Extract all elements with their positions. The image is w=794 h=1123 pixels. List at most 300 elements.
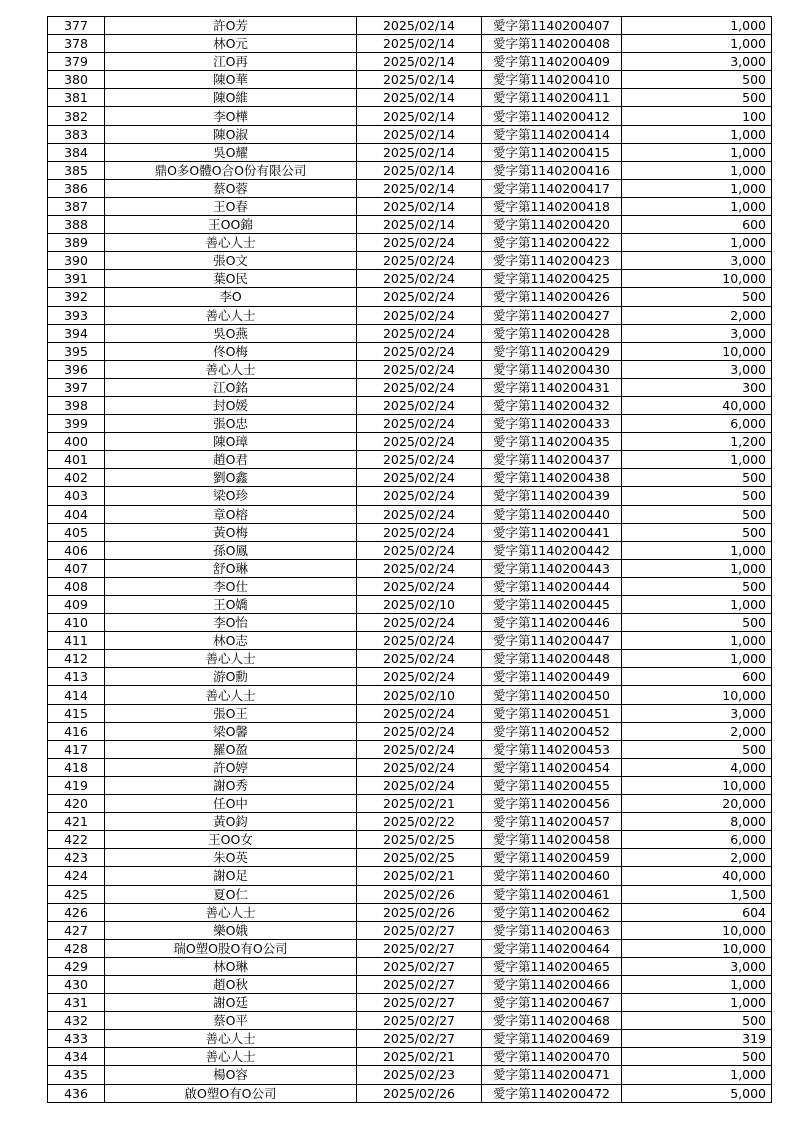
donation-date: 2025/02/22 <box>357 813 482 831</box>
table-row <box>48 577 772 595</box>
table-row <box>48 1048 772 1066</box>
table-row <box>48 523 772 541</box>
donation-date: 2025/02/24 <box>357 740 482 758</box>
table-row <box>48 487 772 505</box>
receipt-number: 愛字第1140200410 <box>482 71 622 89</box>
donation-amount: 1,000 <box>622 596 772 614</box>
donation-date: 2025/02/14 <box>357 107 482 125</box>
table-row <box>48 704 772 722</box>
receipt-number: 愛字第1140200437 <box>482 451 622 469</box>
donation-amount: 6,000 <box>622 415 772 433</box>
donation-amount: 500 <box>622 1048 772 1066</box>
donation-amount: 40,000 <box>622 396 772 414</box>
table-row <box>48 53 772 71</box>
donation-date: 2025/02/27 <box>357 975 482 993</box>
receipt-number: 愛字第1140200439 <box>482 487 622 505</box>
donor-name: 善心人士 <box>105 234 357 252</box>
table-row <box>48 614 772 632</box>
receipt-number: 愛字第1140200470 <box>482 1048 622 1066</box>
row-number: 388 <box>48 216 105 234</box>
donation-date: 2025/02/14 <box>357 35 482 53</box>
donor-name: 任O中 <box>105 795 357 813</box>
table-row <box>48 306 772 324</box>
row-number: 392 <box>48 288 105 306</box>
donor-name: 善心人士 <box>105 1030 357 1048</box>
donor-name: 封O媛 <box>105 396 357 414</box>
donation-amount: 500 <box>622 288 772 306</box>
donor-name: 黃O鈞 <box>105 813 357 831</box>
receipt-number: 愛字第1140200428 <box>482 324 622 342</box>
donation-amount: 1,000 <box>622 17 772 35</box>
receipt-number: 愛字第1140200458 <box>482 831 622 849</box>
donation-date: 2025/02/24 <box>357 650 482 668</box>
donation-date: 2025/02/10 <box>357 596 482 614</box>
receipt-number: 愛字第1140200438 <box>482 469 622 487</box>
receipt-number: 愛字第1140200423 <box>482 252 622 270</box>
donor-name: 梁O珍 <box>105 487 357 505</box>
receipt-number: 愛字第1140200462 <box>482 903 622 921</box>
donation-date: 2025/02/26 <box>357 1084 482 1102</box>
table-row <box>48 179 772 197</box>
donor-name: 羅O盈 <box>105 740 357 758</box>
donation-date: 2025/02/14 <box>357 161 482 179</box>
table-row <box>48 234 772 252</box>
receipt-number: 愛字第1140200422 <box>482 234 622 252</box>
row-number: 432 <box>48 1012 105 1030</box>
donor-name: 謝O足 <box>105 867 357 885</box>
donation-amount: 500 <box>622 89 772 107</box>
donor-name: 林O元 <box>105 35 357 53</box>
donation-date: 2025/02/24 <box>357 252 482 270</box>
table-row <box>48 994 772 1012</box>
table-row <box>48 740 772 758</box>
donor-name: 江O銘 <box>105 378 357 396</box>
donor-name: 善心人士 <box>105 903 357 921</box>
donation-date: 2025/02/24 <box>357 415 482 433</box>
donation-date: 2025/02/14 <box>357 143 482 161</box>
donor-name: 善心人士 <box>105 650 357 668</box>
row-number: 433 <box>48 1030 105 1048</box>
row-number: 413 <box>48 668 105 686</box>
receipt-number: 愛字第1140200447 <box>482 632 622 650</box>
donation-date: 2025/02/14 <box>357 179 482 197</box>
receipt-number: 愛字第1140200467 <box>482 994 622 1012</box>
table-row <box>48 143 772 161</box>
receipt-number: 愛字第1140200451 <box>482 704 622 722</box>
row-number: 415 <box>48 704 105 722</box>
receipt-number: 愛字第1140200441 <box>482 523 622 541</box>
donation-amount: 500 <box>622 740 772 758</box>
row-number: 429 <box>48 957 105 975</box>
donor-name: 陳O璋 <box>105 433 357 451</box>
donation-date: 2025/02/24 <box>357 324 482 342</box>
donation-amount: 600 <box>622 216 772 234</box>
donor-name: 孫O鳳 <box>105 541 357 559</box>
donor-name: 佟O梅 <box>105 342 357 360</box>
donor-name: 楊O容 <box>105 1066 357 1084</box>
row-number: 424 <box>48 867 105 885</box>
row-number: 416 <box>48 722 105 740</box>
table-row <box>48 324 772 342</box>
donation-amount: 1,000 <box>622 125 772 143</box>
row-number: 425 <box>48 885 105 903</box>
donor-name: 瑞O塑O股O有O公司 <box>105 939 357 957</box>
row-number: 414 <box>48 686 105 704</box>
table-row <box>48 451 772 469</box>
row-number: 394 <box>48 324 105 342</box>
receipt-number: 愛字第1140200461 <box>482 885 622 903</box>
table-row <box>48 650 772 668</box>
row-number: 393 <box>48 306 105 324</box>
receipt-number: 愛字第1140200433 <box>482 415 622 433</box>
donation-amount: 1,000 <box>622 1066 772 1084</box>
donor-name: 鼎O多O體O合O份有限公司 <box>105 161 357 179</box>
table-row <box>48 722 772 740</box>
donor-name: 黃O梅 <box>105 523 357 541</box>
table-row <box>48 867 772 885</box>
receipt-number: 愛字第1140200430 <box>482 360 622 378</box>
table-row <box>48 1012 772 1030</box>
donation-amount: 1,000 <box>622 451 772 469</box>
receipt-number: 愛字第1140200464 <box>482 939 622 957</box>
donation-amount: 1,500 <box>622 885 772 903</box>
donation-amount: 1,000 <box>622 650 772 668</box>
donation-date: 2025/02/24 <box>357 523 482 541</box>
donation-date: 2025/02/25 <box>357 849 482 867</box>
row-number: 412 <box>48 650 105 668</box>
table-row <box>48 921 772 939</box>
donation-date: 2025/02/24 <box>357 342 482 360</box>
receipt-number: 愛字第1140200435 <box>482 433 622 451</box>
donation-date: 2025/02/14 <box>357 17 482 35</box>
donation-amount: 1,000 <box>622 975 772 993</box>
donation-date: 2025/02/23 <box>357 1066 482 1084</box>
table-row <box>48 288 772 306</box>
row-number: 377 <box>48 17 105 35</box>
table-row <box>48 596 772 614</box>
donation-date: 2025/02/24 <box>357 306 482 324</box>
donation-amount: 2,000 <box>622 722 772 740</box>
donation-date: 2025/02/27 <box>357 957 482 975</box>
row-number: 436 <box>48 1084 105 1102</box>
table-row <box>48 433 772 451</box>
donor-name: 江O再 <box>105 53 357 71</box>
receipt-number: 愛字第1140200457 <box>482 813 622 831</box>
table-row <box>48 831 772 849</box>
table-row <box>48 813 772 831</box>
donation-amount: 6,000 <box>622 831 772 849</box>
donation-date: 2025/02/24 <box>357 378 482 396</box>
donation-amount: 1,000 <box>622 632 772 650</box>
donation-date: 2025/02/27 <box>357 1030 482 1048</box>
row-number: 384 <box>48 143 105 161</box>
table-row <box>48 975 772 993</box>
receipt-number: 愛字第1140200453 <box>482 740 622 758</box>
donation-date: 2025/02/24 <box>357 360 482 378</box>
donation-amount: 1,000 <box>622 143 772 161</box>
donor-name: 許O婷 <box>105 758 357 776</box>
donation-date: 2025/02/24 <box>357 559 482 577</box>
donor-name: 王OO女 <box>105 831 357 849</box>
receipt-number: 愛字第1140200454 <box>482 758 622 776</box>
donor-name: 謝O廷 <box>105 994 357 1012</box>
receipt-number: 愛字第1140200444 <box>482 577 622 595</box>
donation-date: 2025/02/24 <box>357 758 482 776</box>
donor-name: 朱O英 <box>105 849 357 867</box>
donation-table <box>47 16 772 1103</box>
row-number: 418 <box>48 758 105 776</box>
table-row <box>48 360 772 378</box>
receipt-number: 愛字第1140200442 <box>482 541 622 559</box>
donor-name: 謝O秀 <box>105 776 357 794</box>
donation-amount: 1,000 <box>622 559 772 577</box>
receipt-number: 愛字第1140200416 <box>482 161 622 179</box>
donation-amount: 3,000 <box>622 704 772 722</box>
donation-amount: 3,000 <box>622 252 772 270</box>
donor-name: 林O志 <box>105 632 357 650</box>
row-number: 421 <box>48 813 105 831</box>
table-row <box>48 686 772 704</box>
donation-amount: 1,000 <box>622 541 772 559</box>
table-row <box>48 957 772 975</box>
donation-amount: 500 <box>622 577 772 595</box>
receipt-number: 愛字第1140200432 <box>482 396 622 414</box>
table-row <box>48 668 772 686</box>
row-number: 399 <box>48 415 105 433</box>
donation-amount: 10,000 <box>622 939 772 957</box>
donor-name: 王O春 <box>105 197 357 215</box>
donor-name: 趙O君 <box>105 451 357 469</box>
table-row <box>48 758 772 776</box>
table-row <box>48 885 772 903</box>
donation-amount: 10,000 <box>622 686 772 704</box>
donation-date: 2025/02/27 <box>357 1012 482 1030</box>
receipt-number: 愛字第1140200425 <box>482 270 622 288</box>
receipt-number: 愛字第1140200418 <box>482 197 622 215</box>
receipt-number: 愛字第1140200420 <box>482 216 622 234</box>
donation-date: 2025/02/21 <box>357 795 482 813</box>
receipt-number: 愛字第1140200440 <box>482 505 622 523</box>
donation-date: 2025/02/27 <box>357 994 482 1012</box>
donation-amount: 1,000 <box>622 197 772 215</box>
receipt-number: 愛字第1140200409 <box>482 53 622 71</box>
table-row <box>48 197 772 215</box>
table-row <box>48 161 772 179</box>
donation-date: 2025/02/24 <box>357 433 482 451</box>
receipt-number: 愛字第1140200417 <box>482 179 622 197</box>
donor-name: 王O嬌 <box>105 596 357 614</box>
table-row <box>48 559 772 577</box>
row-number: 407 <box>48 559 105 577</box>
row-number: 411 <box>48 632 105 650</box>
donation-amount: 3,000 <box>622 957 772 975</box>
table-row <box>48 795 772 813</box>
table-row <box>48 1066 772 1084</box>
row-number: 395 <box>48 342 105 360</box>
donation-amount: 1,000 <box>622 179 772 197</box>
row-number: 390 <box>48 252 105 270</box>
donation-amount: 20,000 <box>622 795 772 813</box>
receipt-number: 愛字第1140200463 <box>482 921 622 939</box>
donation-amount: 1,000 <box>622 161 772 179</box>
donation-date: 2025/02/14 <box>357 125 482 143</box>
donation-amount: 5,000 <box>622 1084 772 1102</box>
donation-amount: 500 <box>622 505 772 523</box>
donor-name: 善心人士 <box>105 686 357 704</box>
row-number: 398 <box>48 396 105 414</box>
receipt-number: 愛字第1140200472 <box>482 1084 622 1102</box>
donor-name: 李O怡 <box>105 614 357 632</box>
donor-name: 游O勳 <box>105 668 357 686</box>
donation-date: 2025/02/10 <box>357 686 482 704</box>
donation-date: 2025/02/24 <box>357 505 482 523</box>
receipt-number: 愛字第1140200427 <box>482 306 622 324</box>
receipt-number: 愛字第1140200456 <box>482 795 622 813</box>
row-number: 391 <box>48 270 105 288</box>
donation-date: 2025/02/21 <box>357 1048 482 1066</box>
table-row <box>48 71 772 89</box>
donor-name: 樂O娥 <box>105 921 357 939</box>
row-number: 383 <box>48 125 105 143</box>
row-number: 427 <box>48 921 105 939</box>
table-row <box>48 216 772 234</box>
table-row <box>48 17 772 35</box>
receipt-number: 愛字第1140200459 <box>482 849 622 867</box>
table-row <box>48 632 772 650</box>
donation-date: 2025/02/24 <box>357 451 482 469</box>
receipt-number: 愛字第1140200469 <box>482 1030 622 1048</box>
table-row <box>48 252 772 270</box>
table-row <box>48 396 772 414</box>
donation-amount: 1,200 <box>622 433 772 451</box>
table-row <box>48 849 772 867</box>
donation-amount: 10,000 <box>622 342 772 360</box>
donation-date: 2025/02/24 <box>357 704 482 722</box>
receipt-number: 愛字第1140200455 <box>482 776 622 794</box>
donation-amount: 500 <box>622 523 772 541</box>
donor-name: 劉O鑫 <box>105 469 357 487</box>
donor-name: 陳O華 <box>105 71 357 89</box>
donation-date: 2025/02/14 <box>357 197 482 215</box>
donor-name: 善心人士 <box>105 360 357 378</box>
receipt-number: 愛字第1140200412 <box>482 107 622 125</box>
table-row <box>48 415 772 433</box>
row-number: 435 <box>48 1066 105 1084</box>
donation-date: 2025/02/24 <box>357 288 482 306</box>
donation-date: 2025/02/24 <box>357 487 482 505</box>
receipt-number: 愛字第1140200407 <box>482 17 622 35</box>
table-row <box>48 776 772 794</box>
donation-date: 2025/02/24 <box>357 722 482 740</box>
donation-table-body <box>48 17 772 1103</box>
donor-name: 啟O塑O有O公司 <box>105 1084 357 1102</box>
donor-name: 善心人士 <box>105 306 357 324</box>
row-number: 401 <box>48 451 105 469</box>
donation-amount: 3,000 <box>622 324 772 342</box>
donation-date: 2025/02/24 <box>357 541 482 559</box>
donation-date: 2025/02/24 <box>357 396 482 414</box>
table-row <box>48 378 772 396</box>
donation-date: 2025/02/24 <box>357 469 482 487</box>
table-row <box>48 939 772 957</box>
donation-date: 2025/02/25 <box>357 831 482 849</box>
donor-name: 許O芳 <box>105 17 357 35</box>
receipt-number: 愛字第1140200426 <box>482 288 622 306</box>
row-number: 389 <box>48 234 105 252</box>
row-number: 403 <box>48 487 105 505</box>
donation-amount: 100 <box>622 107 772 125</box>
donation-amount: 300 <box>622 378 772 396</box>
row-number: 385 <box>48 161 105 179</box>
row-number: 422 <box>48 831 105 849</box>
donation-amount: 319 <box>622 1030 772 1048</box>
table-row <box>48 89 772 107</box>
row-number: 380 <box>48 71 105 89</box>
row-number: 419 <box>48 776 105 794</box>
row-number: 396 <box>48 360 105 378</box>
receipt-number: 愛字第1140200411 <box>482 89 622 107</box>
donation-date: 2025/02/24 <box>357 577 482 595</box>
donation-date: 2025/02/24 <box>357 270 482 288</box>
donation-amount: 10,000 <box>622 776 772 794</box>
donation-date: 2025/02/24 <box>357 776 482 794</box>
donation-date: 2025/02/26 <box>357 885 482 903</box>
donation-date: 2025/02/24 <box>357 614 482 632</box>
table-row <box>48 1030 772 1048</box>
donation-amount: 1,000 <box>622 994 772 1012</box>
donation-date: 2025/02/24 <box>357 632 482 650</box>
row-number: 428 <box>48 939 105 957</box>
donor-name: 葉O民 <box>105 270 357 288</box>
donor-name: 蔡O蓉 <box>105 179 357 197</box>
donor-name: 張O文 <box>105 252 357 270</box>
donation-amount: 500 <box>622 1012 772 1030</box>
receipt-number: 愛字第1140200408 <box>482 35 622 53</box>
receipt-number: 愛字第1140200443 <box>482 559 622 577</box>
row-number: 406 <box>48 541 105 559</box>
donor-name: 梁O馨 <box>105 722 357 740</box>
donation-amount: 8,000 <box>622 813 772 831</box>
row-number: 382 <box>48 107 105 125</box>
donation-amount: 10,000 <box>622 921 772 939</box>
table-row <box>48 1084 772 1102</box>
row-number: 381 <box>48 89 105 107</box>
table-row <box>48 107 772 125</box>
row-number: 420 <box>48 795 105 813</box>
donation-date: 2025/02/14 <box>357 89 482 107</box>
donation-amount: 3,000 <box>622 53 772 71</box>
donation-date: 2025/02/14 <box>357 216 482 234</box>
donation-date: 2025/02/24 <box>357 668 482 686</box>
donation-amount: 4,000 <box>622 758 772 776</box>
donation-date: 2025/02/14 <box>357 71 482 89</box>
donor-name: 張O王 <box>105 704 357 722</box>
donation-date: 2025/02/26 <box>357 903 482 921</box>
donation-amount: 10,000 <box>622 270 772 288</box>
row-number: 430 <box>48 975 105 993</box>
donor-name: 李O仕 <box>105 577 357 595</box>
donation-amount: 1,000 <box>622 234 772 252</box>
donation-amount: 500 <box>622 487 772 505</box>
receipt-number: 愛字第1140200446 <box>482 614 622 632</box>
table-row <box>48 541 772 559</box>
row-number: 423 <box>48 849 105 867</box>
receipt-number: 愛字第1140200468 <box>482 1012 622 1030</box>
row-number: 405 <box>48 523 105 541</box>
row-number: 397 <box>48 378 105 396</box>
row-number: 410 <box>48 614 105 632</box>
receipt-number: 愛字第1140200431 <box>482 378 622 396</box>
